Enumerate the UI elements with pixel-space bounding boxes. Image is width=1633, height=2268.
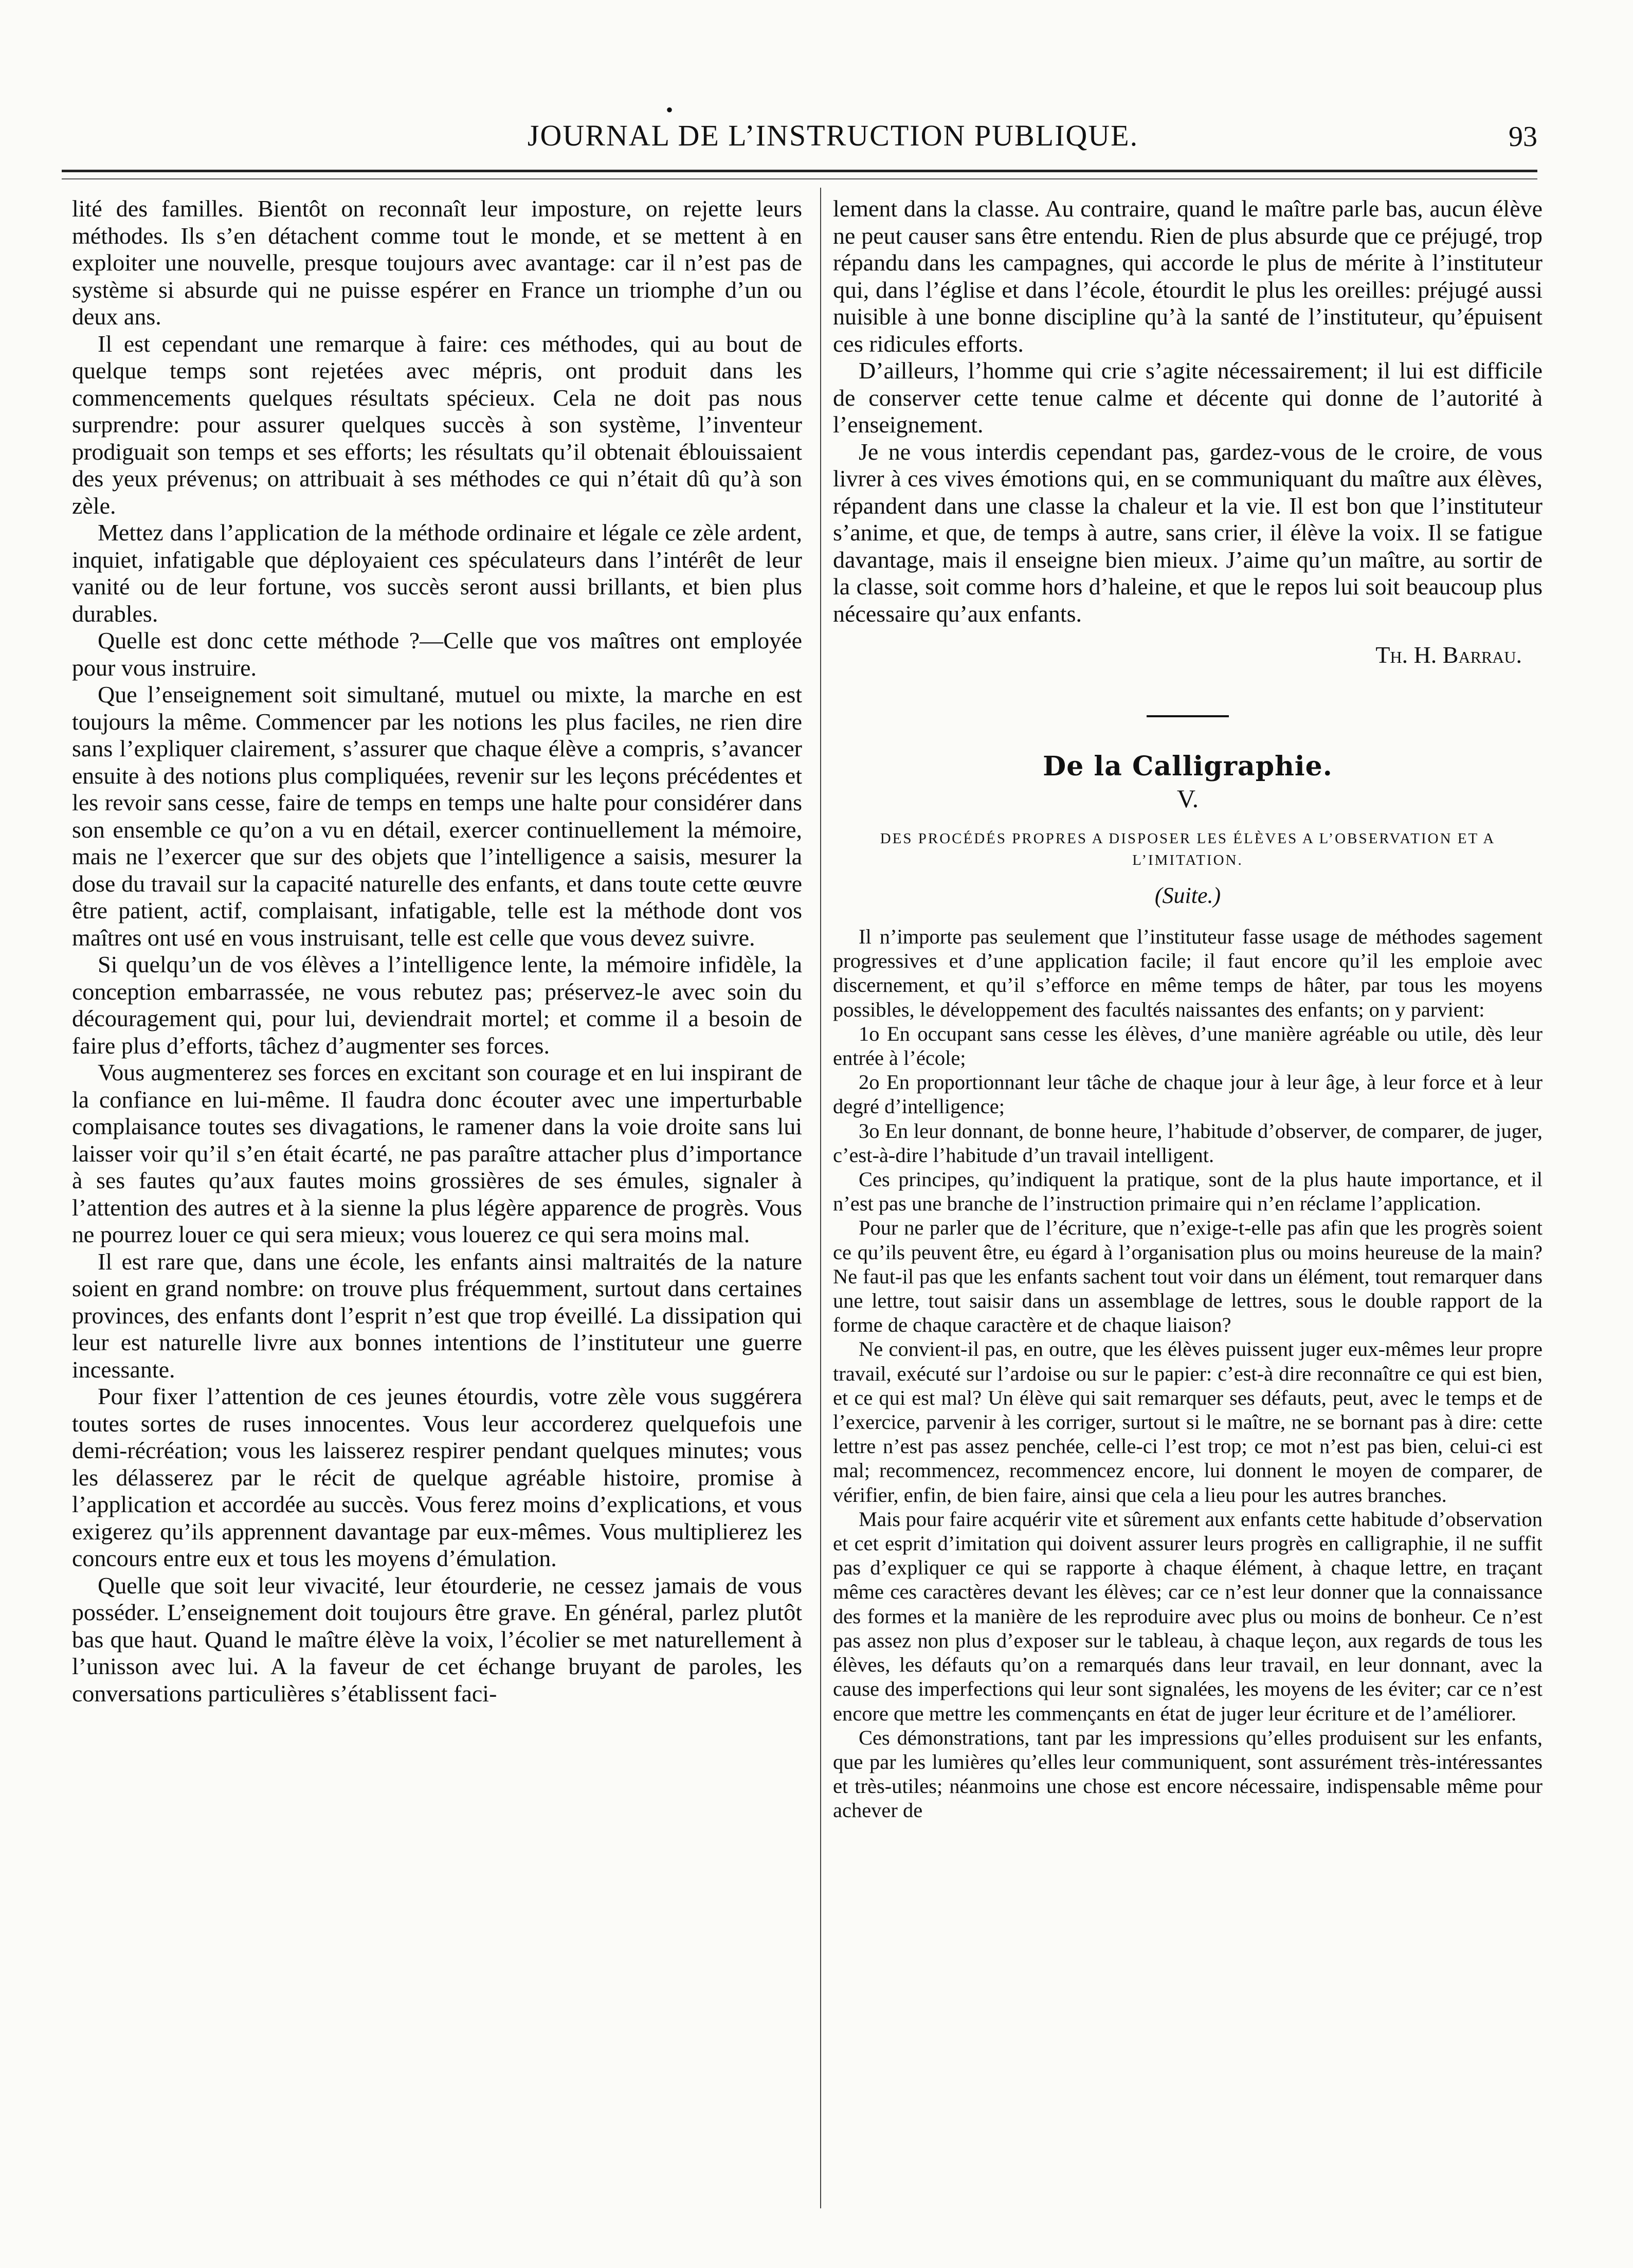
right-column [833, 195, 1543, 1823]
column-divider [820, 188, 821, 2208]
paragraph: lité des familles. Bientôt on reconnaît leur imposture, on rejette leurs méthodes. Ils s’en détachent comme tout le monde, et se mettent à en exploiter une nouvelle, presque toujours avec avantage: car il n’est pas de système si absurde qui ne puisse espérer en France un triomphe d’un ou deux ans. [72, 195, 802, 330]
page-number: 93 [1509, 121, 1537, 153]
section-suite: (Suite.) [1154, 882, 1221, 908]
section-title: De la Calligraphie. [1043, 750, 1333, 782]
paragraph: Quelle est donc cette méthode ?—Celle que vos maîtres ont employée pour vous instruire. [72, 627, 802, 681]
journal-title: JOURNAL DE L’INSTRUCTION PUBLIQUE. [527, 119, 1139, 152]
header-rule-thin [62, 178, 1537, 179]
article-signature: Th. H. Barrau. [1375, 642, 1522, 668]
section-subtitle: DES PROCÉDÉS PROPRES A DISPOSER LES ÉLÈVES A L’OBSERVATION ET A L’IMITATION. [880, 830, 1496, 868]
section-number: V. [1176, 784, 1199, 813]
paragraph: 1o En occupant sans cesse les élèves, d’une manière agréable ou utile, dès leur entrée à l’école; [833, 1022, 1543, 1070]
paragraph: Pour ne parler que de l’écriture, que n’exige-t-elle pas afin que les progrès soient ce qu’ils peuvent être, eu égard à l’organisation plus ou moins heureuse de la main? Ne faut-il pas que les enfants sachent tout voir dans un élément, tout remarquer dans une lettre, tout saisir dans un assemblage de lettres, sous le double rapport de la forme de chaque caractère et de chaque liaison? [833, 1216, 1543, 1337]
paragraph: Mettez dans l’application de la méthode ordinaire et légale ce zèle ardent, inquiet, infatigable que déployaient ces spéculateurs dans l’intérêt de leur vanité ou de leur fortune, vos succès seront aussi brillants, et bien plus durables. [72, 519, 802, 627]
paragraph: Il est cependant une remarque à faire: ces méthodes, qui au bout de quelque temps sont rejetées avec mépris, ont produit dans les commencements quelques résultats spécieux. Cela ne doit pas nous surprendre: pour assurer quelques succès à son système, l’inventeur prodiguait son temps et ses efforts; les résultats qu’il obtenait éblouissaient des yeux prévenus; on attribuait à ses méthodes ce qui n’était dû qu’à son zèle. [72, 330, 802, 519]
paragraph: Ne convient-il pas, en outre, que les élèves puissent juger eux-mêmes leur propre travail, exécuté sur l’ardoise ou sur le papier: c’est-à dire reconnaître ce qui est bien, et ce qui est mal? Un élève qui sait remarquer ses défauts, peut, avec le temps et de l’exercice, parvenir à les corriger, surtout si le maître, ne se bornant pas à dire: cette lettre n’est pas assez penchée, celle-ci l’est trop; ce mot n’est pas bien, celui-ci est mal; recommencez, recommencez encore, lui donnent le moyen de comparer, de vérifier, enfin, de bien faire, ainsi que cela a lieu pour les autres branches. [833, 1337, 1543, 1507]
paragraph: Quelle que soit leur vivacité, leur étourderie, ne cessez jamais de vous posséder. L’enseignement doit toujours être grave. En général, parlez plutôt bas que haut. Quand le maître élève la voix, l’écolier se met naturellement à l’unisson avec lui. A la faveur de cet échange bruyant de paroles, les conversations particulières s’établissent faci- [72, 1572, 802, 1707]
calligraphy-article [833, 924, 1543, 1823]
paragraph: Que l’enseignement soit simultané, mutuel ou mixte, la marche en est toujours la même. Commencer par les notions les plus faciles, ne rien dire sans l’expliquer clairement, s’assurer que chaque élève a compris, s’avancer ensuite à des notions plus compliquées, revenir sur les leçons précédentes et les revoir sans cesse, faire de temps en temps une halte pour considérer dans son ensemble ce qu’on a vu en détail, exercer continuellement la mémoire, mais ne l’exercer que sur des objets que l’intelligence a saisis, mesurer la dose du travail sur la capacité naturelle des enfants, et dans toute cette œuvre être patient, actif, complaisant, infatigable, telle est la méthode dont vos maîtres ont usé en vous instruisant, telle est celle que vous devez suivre. [72, 681, 802, 951]
paragraph: Il n’importe pas seulement que l’instituteur fasse usage de méthodes sagement progressives et d’une application facile; il faut encore qu’il les emploie avec discernement, et qu’il s’efforce en même temps de hâter, par tous les moyens possibles, le développement des facultés naissantes des enfants; on y parvient: [833, 925, 1543, 1021]
left-column [72, 195, 802, 1707]
paragraph: Il est rare que, dans une école, les enfants ainsi maltraités de la nature soient en grand nombre: on trouve plus fréquemment, surtout dans certaines provinces, des enfants dont l’esprit n’est que trop éveillé. La dissipation qui leur est naturelle livre aux bonnes intentions de l’instituteur une guerre incessante. [72, 1248, 802, 1383]
paragraph: 2o En proportionnant leur tâche de chaque jour à leur âge, à leur force et à leur degré d’intelligence; [833, 1071, 1543, 1118]
paragraph: Je ne vous interdis cependant pas, gardez-vous de le croire, de vous livrer à ces vives émotions qui, en se communiquant du maître aux élèves, répandent dans une classe la chaleur et la vie. Il est bon que l’instituteur s’anime, et que, de temps à autre, sans crier, il élève la voix. Il se fatigue davantage, mais il enseigne bien mieux. J’aime qu’un maître, au sortir de la classe, soit comme hors d’haleine, et que le repos lui soit beaucoup plus nécessaire qu’aux enfants. [833, 438, 1543, 627]
header-rule [62, 170, 1537, 172]
paragraph: Si quelqu’un de vos élèves a l’intelligence lente, la mémoire infidèle, la conception embarrassée, ne vous rebutez pas; préservez-le avec soin du découragement qui, pour lui, deviendrait mortel; et comme il a besoin de faire plus d’efforts, tâchez d’augmenter ses forces. [72, 951, 802, 1059]
running-header [62, 98, 1553, 165]
paragraph: Pour fixer l’attention de ces jeunes étourdis, votre zèle vous suggérera toutes sortes de ruses innocentes. Vous leur accorderez quelquefois une demi-récréation; vous les laisserez respirer pendant quelques minutes; vous les délasserez par le récit de quelque agréable histoire, promise à l’application et accordée au succès. Vous ferez moins d’explications, et vous exigerez qu’ils apprennent davantage par eux-mêmes. Vous multiplierez les concours entre eux et tous les moyens d’émulation. [72, 1383, 802, 1571]
section-separator [1147, 715, 1229, 717]
header-dot: • [666, 98, 674, 121]
paragraph: Vous augmenterez ses forces en excitant son courage et en lui inspirant de la confiance en lui-même. Il faudra donc écouter avec une imperturbable complaisance toutes ses divagations, le ramener dans la voie droite sans lui laisser voir qu’il s’en était écarté, ne pas paraître attacher plus d’importance à ses fautes qu’aux fautes moins grossières de ses émules, signaler à l’attention des autres et à la sienne la plus légère apparence de progrès. Vous ne pourrez louer ce qui sera mieux; vous louerez ce qui sera moins mal. [72, 1059, 802, 1247]
paragraph: Ces principes, qu’indiquent la pratique, sont de la plus haute importance, et il n’est pas une branche de l’instruction primaire qui n’en réclame l’application. [833, 1168, 1543, 1215]
paragraph: D’ailleurs, l’homme qui crie s’agite nécessairement; il lui est difficile de conserver cette tenue calme et décente qui donne de l’autorité à l’enseignement. [833, 357, 1543, 438]
paragraph: 3o En leur donnant, de bonne heure, l’habitude d’observer, de comparer, de juger, c’est-à-dire l’habitude d’un travail intelligent. [833, 1119, 1543, 1167]
paragraph: lement dans la classe. Au contraire, quand le maître parle bas, aucun élève ne peut causer sans être entendu. Rien de plus absurde que ce préjugé, trop répandu dans les campagnes, qui accorde le plus de mérite à l’instituteur qui, dans l’église et dans l’école, étourdit le plus les oreilles: préjugé aussi nuisible à une bonne discipline qu’à la santé de l’instituteur, qu’épuisent ces ridicules efforts. [833, 195, 1543, 357]
paragraph: Mais pour faire acquérir vite et sûrement aux enfants cette habitude d’observation et cet esprit d’imitation qui doivent assurer leurs progrès en calligraphie, il ne suffit pas d’expliquer ce qui se rapporte à chaque élément, à chaque lettre, en traçant même ces caractères devant les élèves; car ce n’est leur donner que la connaissance des formes et la manière de les reproduire avec plus ou moins de bonheur. Ce n’est pas assez non plus d’exposer sur le tableau, à chaque leçon, aux regards de tous les élèves, les défauts qu’on a remarqués dans leur travail, en leur donnant, avec la cause des imperfections qui leur sont signalées, les moyens de les éviter; car ce n’est encore que mettre les commençants en état de juger leur écriture et de l’améliorer. [833, 1507, 1543, 1725]
paragraph: Ces démonstrations, tant par les impressions qu’elles produisent sur les enfants, que par les lumières qu’elles leur communiquent, sont assurément très-intéressantes et très-utiles; néanmoins une chose est encore nécessaire, indispensable même pour achever de [833, 1726, 1543, 1822]
